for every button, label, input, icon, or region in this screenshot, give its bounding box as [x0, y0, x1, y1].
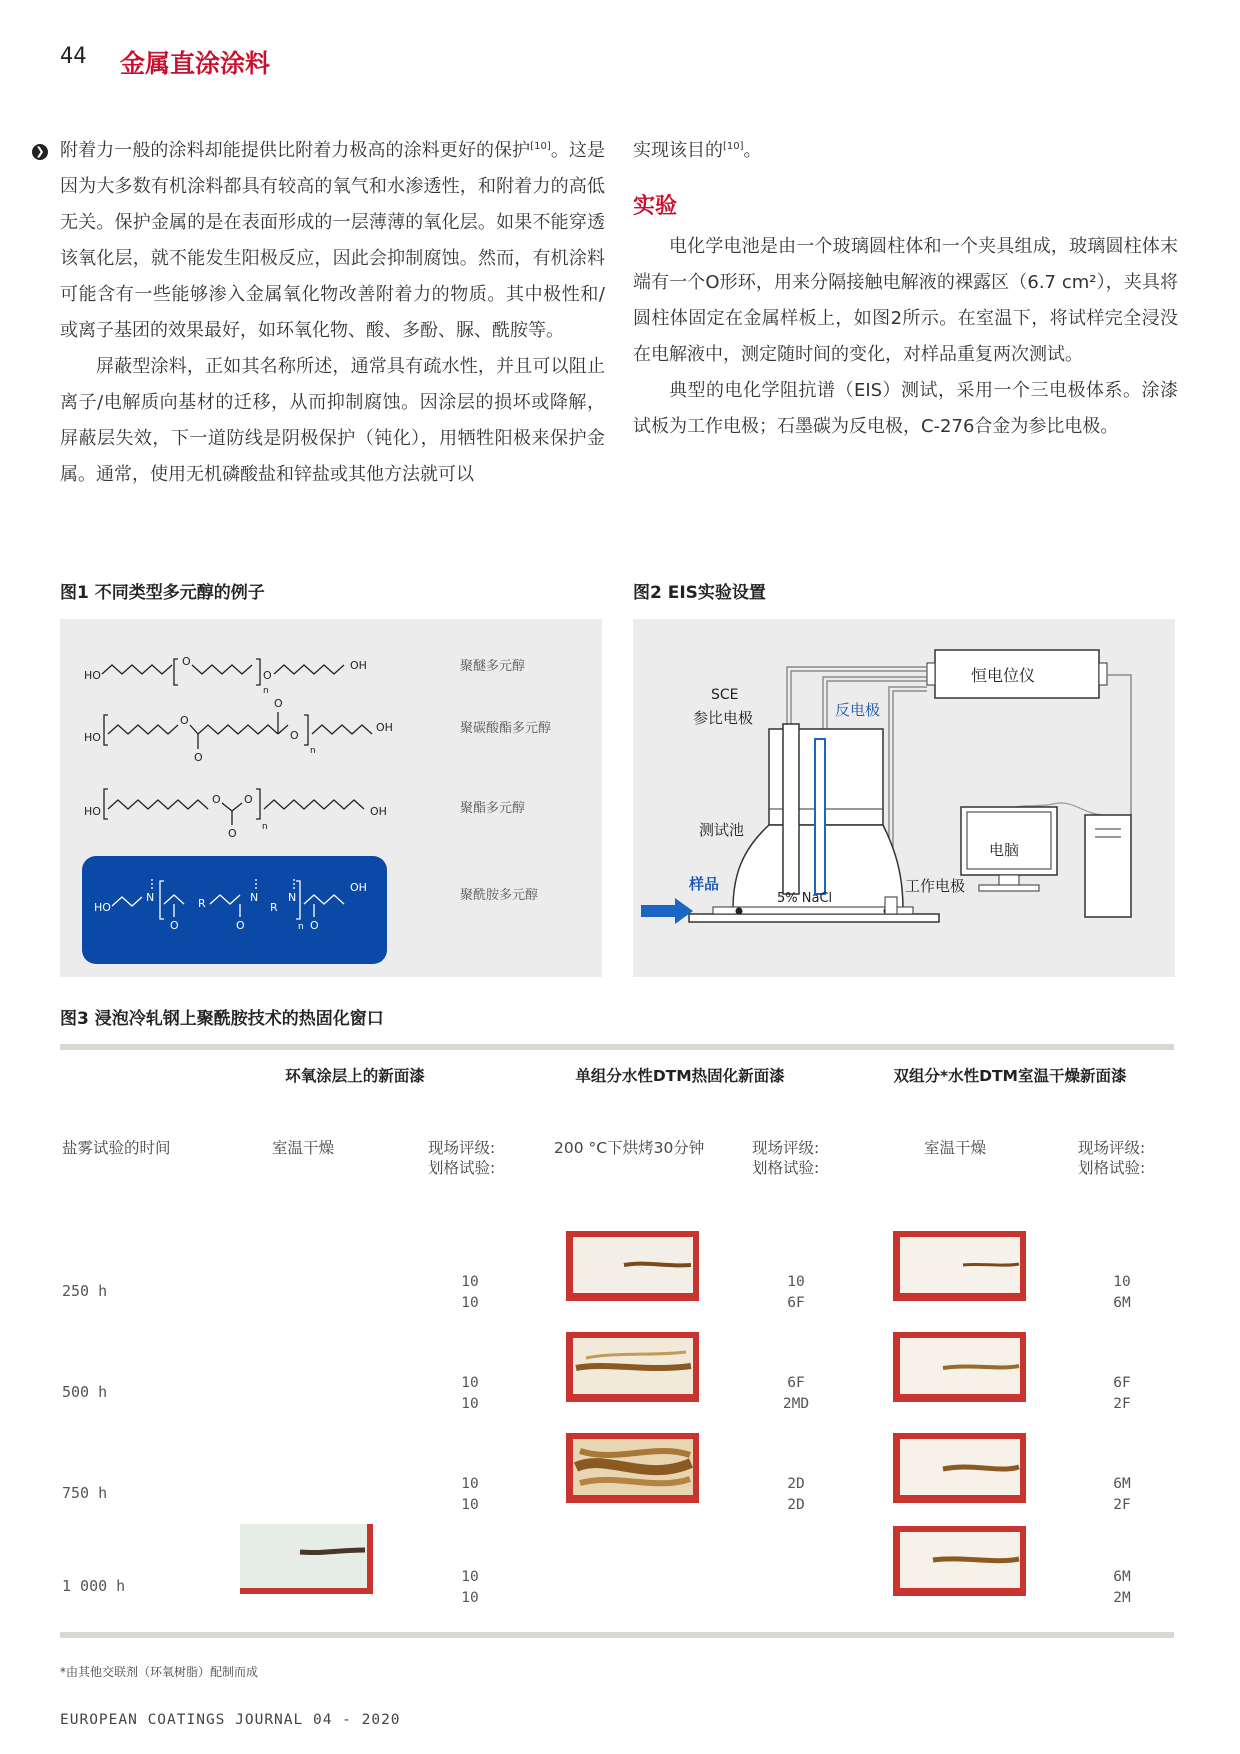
svg-text:HO: HO	[84, 731, 101, 744]
test-panel-image	[566, 1433, 699, 1503]
time-header: 盐雾试验的时间	[62, 1139, 171, 1157]
row-time-label: 750 h	[62, 1484, 108, 1502]
svg-text:HO: HO	[94, 901, 111, 914]
computer-label: 电脑	[989, 841, 1020, 859]
paragraph: 实现该目的[10]。	[633, 140, 762, 161]
paragraph: 电化学电池是由一个玻璃圆柱体和一个夹具组成，玻璃圆柱体末端有一个O形环，用来分隔接触电解液的裸露区（6.7 cm²），夹具将圆柱体固定在金属样板上，如图2所示。在室温下，将试样完全浸没在电解液中，测定随时间的变化，对样品重复两次测试。	[633, 236, 1178, 365]
figure3-title: 图3 浸泡冷轧钢上聚酰胺技术的热固化窗口	[60, 1009, 384, 1029]
right-text-column	[633, 133, 1178, 445]
svg-text:O: O	[180, 714, 189, 727]
counter-electrode-label: 反电极	[835, 701, 881, 719]
rating-cell: 6M 2F	[1113, 1476, 1131, 1513]
polycarbonate-label: 聚碳酸酯多元醇	[460, 721, 552, 736]
rating-cell: 10 10	[461, 1375, 479, 1412]
cure-header: 室温干燥	[924, 1139, 987, 1157]
svg-text:O: O	[244, 793, 253, 806]
reference-electrode	[783, 724, 799, 894]
svg-text:OH: OH	[350, 881, 367, 894]
journal-footer: EUROPEAN COATINGS JOURNAL 04 - 2020	[60, 1712, 401, 1728]
svg-text:OH: OH	[370, 805, 387, 818]
svg-text:O: O	[182, 655, 191, 668]
paragraph: 屏蔽型涂料，正如其名称所述，通常具有疏水性，并且可以阻止离子/电解质向基材的迁移，从而抑制腐蚀。因涂层的损坏或降解，屏蔽层失效，下一道防线是阴极保护（钝化），用牺牲阳极来保护金属。通常，使用无机磷酸盐和锌盐或其他方法就可以	[60, 356, 605, 485]
sce-label: SCE	[711, 687, 739, 703]
figure1-title: 图1 不同类型多元醇的例子	[60, 583, 265, 603]
rating-header: 现场评级: 划格试验:	[428, 1139, 496, 1177]
figure2-title: 图2 EIS实验设置	[633, 583, 766, 603]
group-header: 双组分*水性DTM室温干燥新面漆	[893, 1067, 1127, 1085]
figure2-panel	[633, 619, 1175, 977]
group-header: 单组分水性DTM热固化新面漆	[575, 1067, 785, 1085]
figure1-panel	[60, 619, 602, 977]
test-panel-image	[893, 1526, 1026, 1596]
nacl-label: 5% NaCl	[777, 891, 833, 906]
computer-tower-icon	[1085, 815, 1131, 917]
row-time-label: 500 h	[62, 1383, 108, 1401]
svg-text:O: O	[170, 919, 179, 932]
svg-text:O: O	[212, 793, 221, 806]
svg-text:O: O	[274, 697, 283, 710]
rating-cell: 10 6F	[787, 1274, 805, 1311]
svg-text:R: R	[270, 901, 278, 914]
rating-header: 现场评级: 划格试验:	[1078, 1139, 1146, 1177]
svg-text:OH: OH	[376, 721, 393, 734]
section-title: 金属直涂涂料	[120, 49, 271, 78]
svg-text:HO: HO	[84, 805, 101, 818]
row-time-label: 250 h	[62, 1282, 108, 1300]
svg-text:O: O	[194, 751, 203, 764]
svg-text:R: R	[198, 897, 206, 910]
test-panel-image	[893, 1332, 1026, 1402]
rating-cell: 6F 2F	[1113, 1375, 1131, 1412]
continuation-arrow-icon: ❯	[32, 144, 48, 160]
sample-plate	[689, 914, 939, 922]
svg-text:HO: HO	[84, 669, 101, 682]
svg-text:n: n	[310, 746, 316, 756]
polyester-label: 聚酯多元醇	[460, 801, 526, 816]
svg-text:OH: OH	[350, 659, 367, 672]
test-panel-image	[566, 1332, 699, 1402]
test-panel-image	[240, 1524, 373, 1594]
cure-header: 室温干燥	[272, 1139, 335, 1157]
svg-text:N: N	[250, 891, 259, 904]
test-panel-image	[893, 1433, 1026, 1503]
group-header: 环氧涂层上的新面漆	[285, 1067, 425, 1085]
rating-cell: 10 10	[461, 1569, 479, 1606]
rating-cell: 6M 2M	[1113, 1569, 1131, 1606]
paragraph: 典型的电化学阻抗谱（EIS）测试，采用一个三电极体系。涂漆试板为工作电极；石墨碳为反电极，C-276合金为参比电极。	[633, 380, 1178, 437]
table-footnote: *由其他交联剂（环氧树脂）配制而成	[60, 1665, 259, 1679]
svg-text:n: n	[263, 686, 269, 696]
rating-header: 现场评级: 划格试验:	[752, 1139, 820, 1177]
test-panel-image	[566, 1231, 699, 1301]
svg-text:n: n	[262, 822, 268, 832]
svg-text:O: O	[263, 669, 272, 682]
test-panel-image	[893, 1231, 1026, 1301]
row-time-label: 1 000 h	[62, 1577, 126, 1595]
rating-cell: 2D 2D	[787, 1476, 805, 1513]
svg-text:N: N	[288, 891, 297, 904]
svg-text:O: O	[310, 919, 319, 932]
sample-label: 样品	[689, 875, 720, 893]
eis-setup-diagram	[633, 619, 1175, 977]
counter-electrode	[815, 739, 825, 894]
rating-cell: 6F 2MD	[782, 1375, 810, 1412]
svg-text:O: O	[290, 729, 299, 742]
experiment-heading: 实验	[633, 194, 678, 219]
rating-cell: 10 6M	[1113, 1274, 1131, 1311]
table-bottom-rule	[60, 1632, 1174, 1638]
left-text-column	[60, 133, 605, 493]
cure-header: 200 °C下烘烤30分钟	[554, 1139, 705, 1157]
svg-text:O: O	[228, 827, 237, 840]
reference-electrode-label: 参比电极	[693, 709, 754, 727]
working-electrode-label: 工作电极	[905, 877, 966, 895]
polyether-label: 聚醚多元醇	[460, 659, 526, 674]
page-number: 44	[60, 44, 87, 69]
svg-text:n: n	[298, 922, 304, 932]
sample-arrow-icon	[641, 898, 693, 924]
svg-text:N: N	[146, 891, 155, 904]
table-top-rule	[60, 1044, 1174, 1050]
paragraph: 附着力一般的涂料却能提供比附着力极高的涂料更好的保护[10]。这是因为大多数有机涂料都具有较高的氧气和水渗透性，和附着力的高低无关。保护金属的是在表面形成的一层薄薄的氧化层。如果不能穿透该氧化层，就不能发生阳极反应，因此会抑制腐蚀。然而，有机涂料可能含有一些能够渗入金属氧化物改善附着力的物质。其中极性和/或离子基团的效果最好，如环氧化物、酸、多酚、脲、酰胺等。	[60, 140, 606, 341]
svg-text:O: O	[236, 919, 245, 932]
rating-cell: 10 10	[461, 1274, 479, 1311]
rating-cell: 10 10	[461, 1476, 479, 1513]
polyamide-label: 聚酰胺多元醇	[460, 888, 539, 903]
test-cell-label: 测试池	[699, 821, 745, 839]
potentiostat-label: 恒电位仪	[971, 666, 1036, 685]
